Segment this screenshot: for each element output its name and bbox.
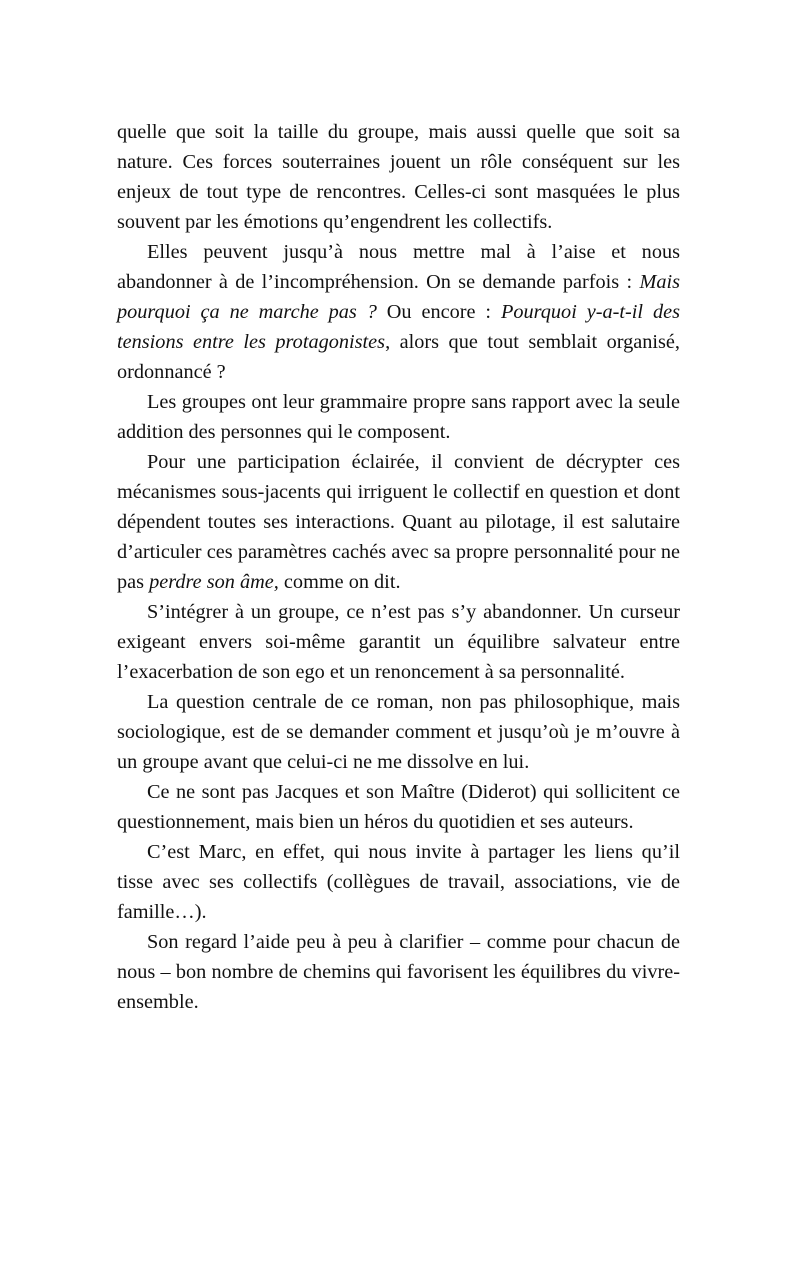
paragraph-6 xyxy=(117,687,680,777)
paragraph-text: Son regard l’aide peu à peu à clarifier – comme pour chacun de nous – bon nombre de chemins qui favorisent les équilibres du vivre-ensemble. xyxy=(117,931,680,1013)
paragraph-text: Les groupes ont leur grammaire propre sans rapport avec la seule addition des personnes qui le composent. xyxy=(117,391,680,443)
paragraph-2 xyxy=(117,237,680,387)
paragraph-7 xyxy=(117,777,680,837)
paragraph-text: Elles peuvent jusqu’à nous mettre mal à l’aise et nous abandonner à de l’incompréhension. On se demande parfois : xyxy=(117,241,680,293)
paragraph-9 xyxy=(117,927,680,1017)
paragraph-3 xyxy=(117,387,680,447)
paragraph-text: C’est Marc, en effet, qui nous invite à partager les liens qu’il tisse avec ses collectifs (collègues de travail, associations, vie de famille…). xyxy=(117,841,680,923)
paragraph-8 xyxy=(117,837,680,927)
italic-quote: Pourquoi y-a-t-il des tensions entre les protagonistes xyxy=(117,301,681,353)
italic-phrase: perdre son âme, xyxy=(149,571,279,593)
book-page xyxy=(117,117,680,1017)
paragraph-1 xyxy=(117,117,680,237)
paragraph-text: comme on dit. xyxy=(278,571,401,593)
paragraph-text: , alors que tout semblait organisé, ordonnancé ? xyxy=(117,331,680,383)
paragraph-4 xyxy=(117,447,680,597)
paragraph-text: Ou encore : xyxy=(376,301,501,323)
italic-quote: Mais pourquoi ça ne marche pas ? xyxy=(117,271,680,323)
paragraph-text: Pour une participation éclairée, il convient de décrypter ces mécanismes sous-jacents qui irriguent le collectif en question et dont dépendent toutes ses interactions. Quant au pilotage, il est salutaire d’articuler ces paramètres cachés avec sa propre personnalité pour ne pas xyxy=(117,451,680,593)
paragraph-text: Ce ne sont pas Jacques et son Maître (Diderot) qui sollicitent ce questionnement, mais bien un héros du quotidien et ses auteurs. xyxy=(117,781,680,833)
paragraph-text: La question centrale de ce roman, non pas philosophique, mais sociologique, est de se demander comment et jusqu’où je m’ouvre à un groupe avant que celui-ci ne me dissolve en lui. xyxy=(117,691,680,773)
paragraph-text: S’intégrer à un groupe, ce n’est pas s’y abandonner. Un curseur exigeant envers soi-même garantit un équilibre salvateur entre l’exacerbation de son ego et un renoncement à sa personnalité. xyxy=(117,601,680,683)
paragraph-text: quelle que soit la taille du groupe, mais aussi quelle que soit sa nature. Ces forces souterraines jouent un rôle conséquent sur les enjeux de tout type de rencontres. Celles-ci sont masquées le plus souvent par les émotions qu’engendrent les collectifs. xyxy=(117,121,680,233)
paragraph-5 xyxy=(117,597,680,687)
